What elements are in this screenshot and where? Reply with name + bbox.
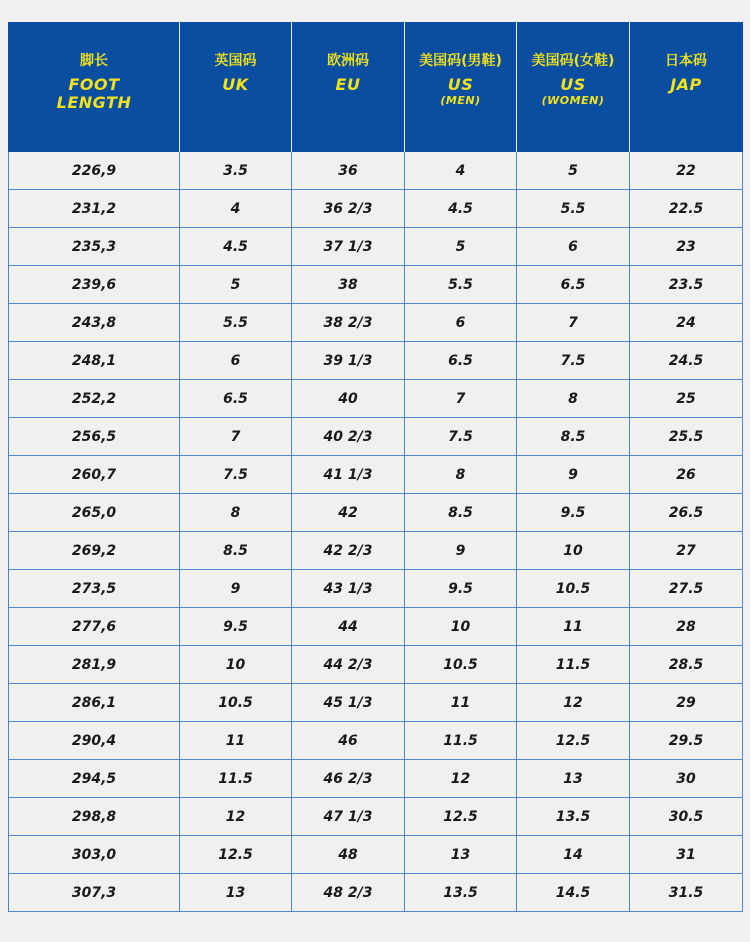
header-jap-cn: 日本码 [665, 53, 707, 69]
eu-size-cell: 48 2/3 [292, 874, 405, 912]
us-women-size-cell: 14 [517, 836, 630, 874]
foot-length-cell: 260,7 [9, 456, 180, 494]
header-uk-cn: 英国码 [214, 53, 257, 69]
jap-size-cell: 29 [630, 684, 743, 722]
jap-size-cell: 26 [630, 456, 743, 494]
foot-length-cell: 290,4 [9, 722, 180, 760]
header-jap-en: JAP [670, 75, 702, 94]
us-women-size-cell: 12.5 [517, 722, 630, 760]
header-foot-length-en-line1: FOOT [68, 75, 120, 94]
eu-size-cell: 37 1/3 [292, 228, 405, 266]
us-women-size-cell: 6 [517, 228, 630, 266]
eu-size-cell: 48 [292, 836, 405, 874]
uk-size-cell: 10 [180, 646, 292, 684]
table-row [9, 304, 743, 342]
jap-size-cell: 28 [630, 608, 743, 646]
jap-size-cell: 22 [630, 152, 743, 190]
us-men-size-cell: 10.5 [405, 646, 517, 684]
header-us-women-sub: (WOMEN) [541, 94, 605, 107]
foot-length-cell: 265,0 [9, 494, 180, 532]
foot-length-cell: 307,3 [9, 874, 180, 912]
us-men-size-cell: 5 [405, 228, 517, 266]
table-row [9, 494, 743, 532]
us-men-size-cell: 4 [405, 152, 517, 190]
jap-size-cell: 22.5 [630, 190, 743, 228]
us-women-size-cell: 12 [517, 684, 630, 722]
header-eu-en: EU [335, 75, 361, 94]
table-row [9, 570, 743, 608]
jap-size-cell: 30.5 [630, 798, 743, 836]
uk-size-cell: 6 [180, 342, 292, 380]
eu-size-cell: 41 1/3 [292, 456, 405, 494]
uk-size-cell: 9.5 [180, 608, 292, 646]
us-men-size-cell: 10 [405, 608, 517, 646]
uk-size-cell: 4.5 [180, 228, 292, 266]
foot-length-cell: 252,2 [9, 380, 180, 418]
us-men-size-cell: 13.5 [405, 874, 517, 912]
eu-size-cell: 39 1/3 [292, 342, 405, 380]
us-women-size-cell: 6.5 [517, 266, 630, 304]
table-row [9, 380, 743, 418]
us-men-size-cell: 12.5 [405, 798, 517, 836]
us-men-size-cell: 11.5 [405, 722, 517, 760]
shoe-size-chart [8, 22, 743, 912]
jap-size-cell: 25.5 [630, 418, 743, 456]
header-uk [180, 22, 292, 152]
uk-size-cell: 4 [180, 190, 292, 228]
jap-size-cell: 24.5 [630, 342, 743, 380]
table-row [9, 152, 743, 190]
header-jap [630, 22, 743, 152]
uk-size-cell: 13 [180, 874, 292, 912]
table-row [9, 798, 743, 836]
table-row [9, 228, 743, 266]
table-row [9, 874, 743, 912]
table-row [9, 418, 743, 456]
us-women-size-cell: 14.5 [517, 874, 630, 912]
eu-size-cell: 47 1/3 [292, 798, 405, 836]
foot-length-cell: 281,9 [9, 646, 180, 684]
eu-size-cell: 46 [292, 722, 405, 760]
uk-size-cell: 5 [180, 266, 292, 304]
foot-length-cell: 231,2 [9, 190, 180, 228]
jap-size-cell: 30 [630, 760, 743, 798]
jap-size-cell: 31.5 [630, 874, 743, 912]
eu-size-cell: 38 2/3 [292, 304, 405, 342]
header-us-men-sub: (MEN) [440, 94, 481, 107]
eu-size-cell: 46 2/3 [292, 760, 405, 798]
eu-size-cell: 38 [292, 266, 405, 304]
table-row [9, 684, 743, 722]
us-women-size-cell: 13.5 [517, 798, 630, 836]
foot-length-cell: 239,6 [9, 266, 180, 304]
uk-size-cell: 3.5 [180, 152, 292, 190]
uk-size-cell: 6.5 [180, 380, 292, 418]
jap-size-cell: 26.5 [630, 494, 743, 532]
eu-size-cell: 42 [292, 494, 405, 532]
foot-length-cell: 226,9 [9, 152, 180, 190]
size-chart-body [9, 152, 743, 912]
us-women-size-cell: 8 [517, 380, 630, 418]
header-foot-length-en-line2: LENGTH [56, 93, 132, 112]
foot-length-cell: 273,5 [9, 570, 180, 608]
us-men-size-cell: 7.5 [405, 418, 517, 456]
table-row [9, 646, 743, 684]
uk-size-cell: 7 [180, 418, 292, 456]
us-men-size-cell: 4.5 [405, 190, 517, 228]
eu-size-cell: 40 [292, 380, 405, 418]
table-row [9, 266, 743, 304]
uk-size-cell: 9 [180, 570, 292, 608]
jap-size-cell: 29.5 [630, 722, 743, 760]
header-foot-length [9, 22, 180, 152]
foot-length-cell: 277,6 [9, 608, 180, 646]
us-women-size-cell: 10 [517, 532, 630, 570]
uk-size-cell: 12.5 [180, 836, 292, 874]
us-women-size-cell: 11 [517, 608, 630, 646]
header-eu [292, 22, 405, 152]
jap-size-cell: 23 [630, 228, 743, 266]
header-us-men-en: US [447, 75, 474, 94]
header-eu-cn: 欧洲码 [327, 53, 369, 69]
us-women-size-cell: 13 [517, 760, 630, 798]
jap-size-cell: 23.5 [630, 266, 743, 304]
us-women-size-cell: 7 [517, 304, 630, 342]
us-men-size-cell: 7 [405, 380, 517, 418]
header-us-women [517, 22, 630, 152]
us-women-size-cell: 9.5 [517, 494, 630, 532]
jap-size-cell: 28.5 [630, 646, 743, 684]
us-women-size-cell: 7.5 [517, 342, 630, 380]
us-women-size-cell: 5.5 [517, 190, 630, 228]
jap-size-cell: 25 [630, 380, 743, 418]
foot-length-cell: 235,3 [9, 228, 180, 266]
uk-size-cell: 11.5 [180, 760, 292, 798]
us-men-size-cell: 8 [405, 456, 517, 494]
header-us-women-en: US [560, 75, 586, 94]
table-row [9, 836, 743, 874]
eu-size-cell: 45 1/3 [292, 684, 405, 722]
table-row [9, 190, 743, 228]
size-chart-header [9, 22, 743, 152]
uk-size-cell: 8 [180, 494, 292, 532]
header-us-men-cn: 美国码(男鞋) [419, 53, 502, 69]
table-row [9, 532, 743, 570]
eu-size-cell: 36 [292, 152, 405, 190]
us-men-size-cell: 13 [405, 836, 517, 874]
table-row [9, 456, 743, 494]
us-men-size-cell: 9.5 [405, 570, 517, 608]
us-men-size-cell: 5.5 [405, 266, 517, 304]
us-men-size-cell: 11 [405, 684, 517, 722]
uk-size-cell: 8.5 [180, 532, 292, 570]
header-us-men [405, 22, 517, 152]
jap-size-cell: 27 [630, 532, 743, 570]
uk-size-cell: 12 [180, 798, 292, 836]
uk-size-cell: 11 [180, 722, 292, 760]
table-row [9, 760, 743, 798]
us-men-size-cell: 6.5 [405, 342, 517, 380]
header-us-women-cn: 美国码(女鞋) [531, 53, 615, 69]
eu-size-cell: 44 [292, 608, 405, 646]
us-men-size-cell: 8.5 [405, 494, 517, 532]
eu-size-cell: 40 2/3 [292, 418, 405, 456]
foot-length-cell: 269,2 [9, 532, 180, 570]
table-row [9, 608, 743, 646]
foot-length-cell: 248,1 [9, 342, 180, 380]
header-uk-en: UK [222, 75, 249, 94]
us-men-size-cell: 9 [405, 532, 517, 570]
us-women-size-cell: 10.5 [517, 570, 630, 608]
header-foot-length-cn: 脚长 [80, 53, 108, 69]
eu-size-cell: 42 2/3 [292, 532, 405, 570]
us-women-size-cell: 11.5 [517, 646, 630, 684]
eu-size-cell: 44 2/3 [292, 646, 405, 684]
uk-size-cell: 10.5 [180, 684, 292, 722]
table-row [9, 722, 743, 760]
jap-size-cell: 27.5 [630, 570, 743, 608]
eu-size-cell: 43 1/3 [292, 570, 405, 608]
us-women-size-cell: 8.5 [517, 418, 630, 456]
foot-length-cell: 243,8 [9, 304, 180, 342]
foot-length-cell: 294,5 [9, 760, 180, 798]
foot-length-cell: 256,5 [9, 418, 180, 456]
eu-size-cell: 36 2/3 [292, 190, 405, 228]
table-row [9, 342, 743, 380]
uk-size-cell: 5.5 [180, 304, 292, 342]
foot-length-cell: 286,1 [9, 684, 180, 722]
jap-size-cell: 31 [630, 836, 743, 874]
us-women-size-cell: 5 [517, 152, 630, 190]
foot-length-cell: 298,8 [9, 798, 180, 836]
uk-size-cell: 7.5 [180, 456, 292, 494]
jap-size-cell: 24 [630, 304, 743, 342]
us-men-size-cell: 6 [405, 304, 517, 342]
us-women-size-cell: 9 [517, 456, 630, 494]
foot-length-cell: 303,0 [9, 836, 180, 874]
us-men-size-cell: 12 [405, 760, 517, 798]
header-row [9, 22, 743, 152]
